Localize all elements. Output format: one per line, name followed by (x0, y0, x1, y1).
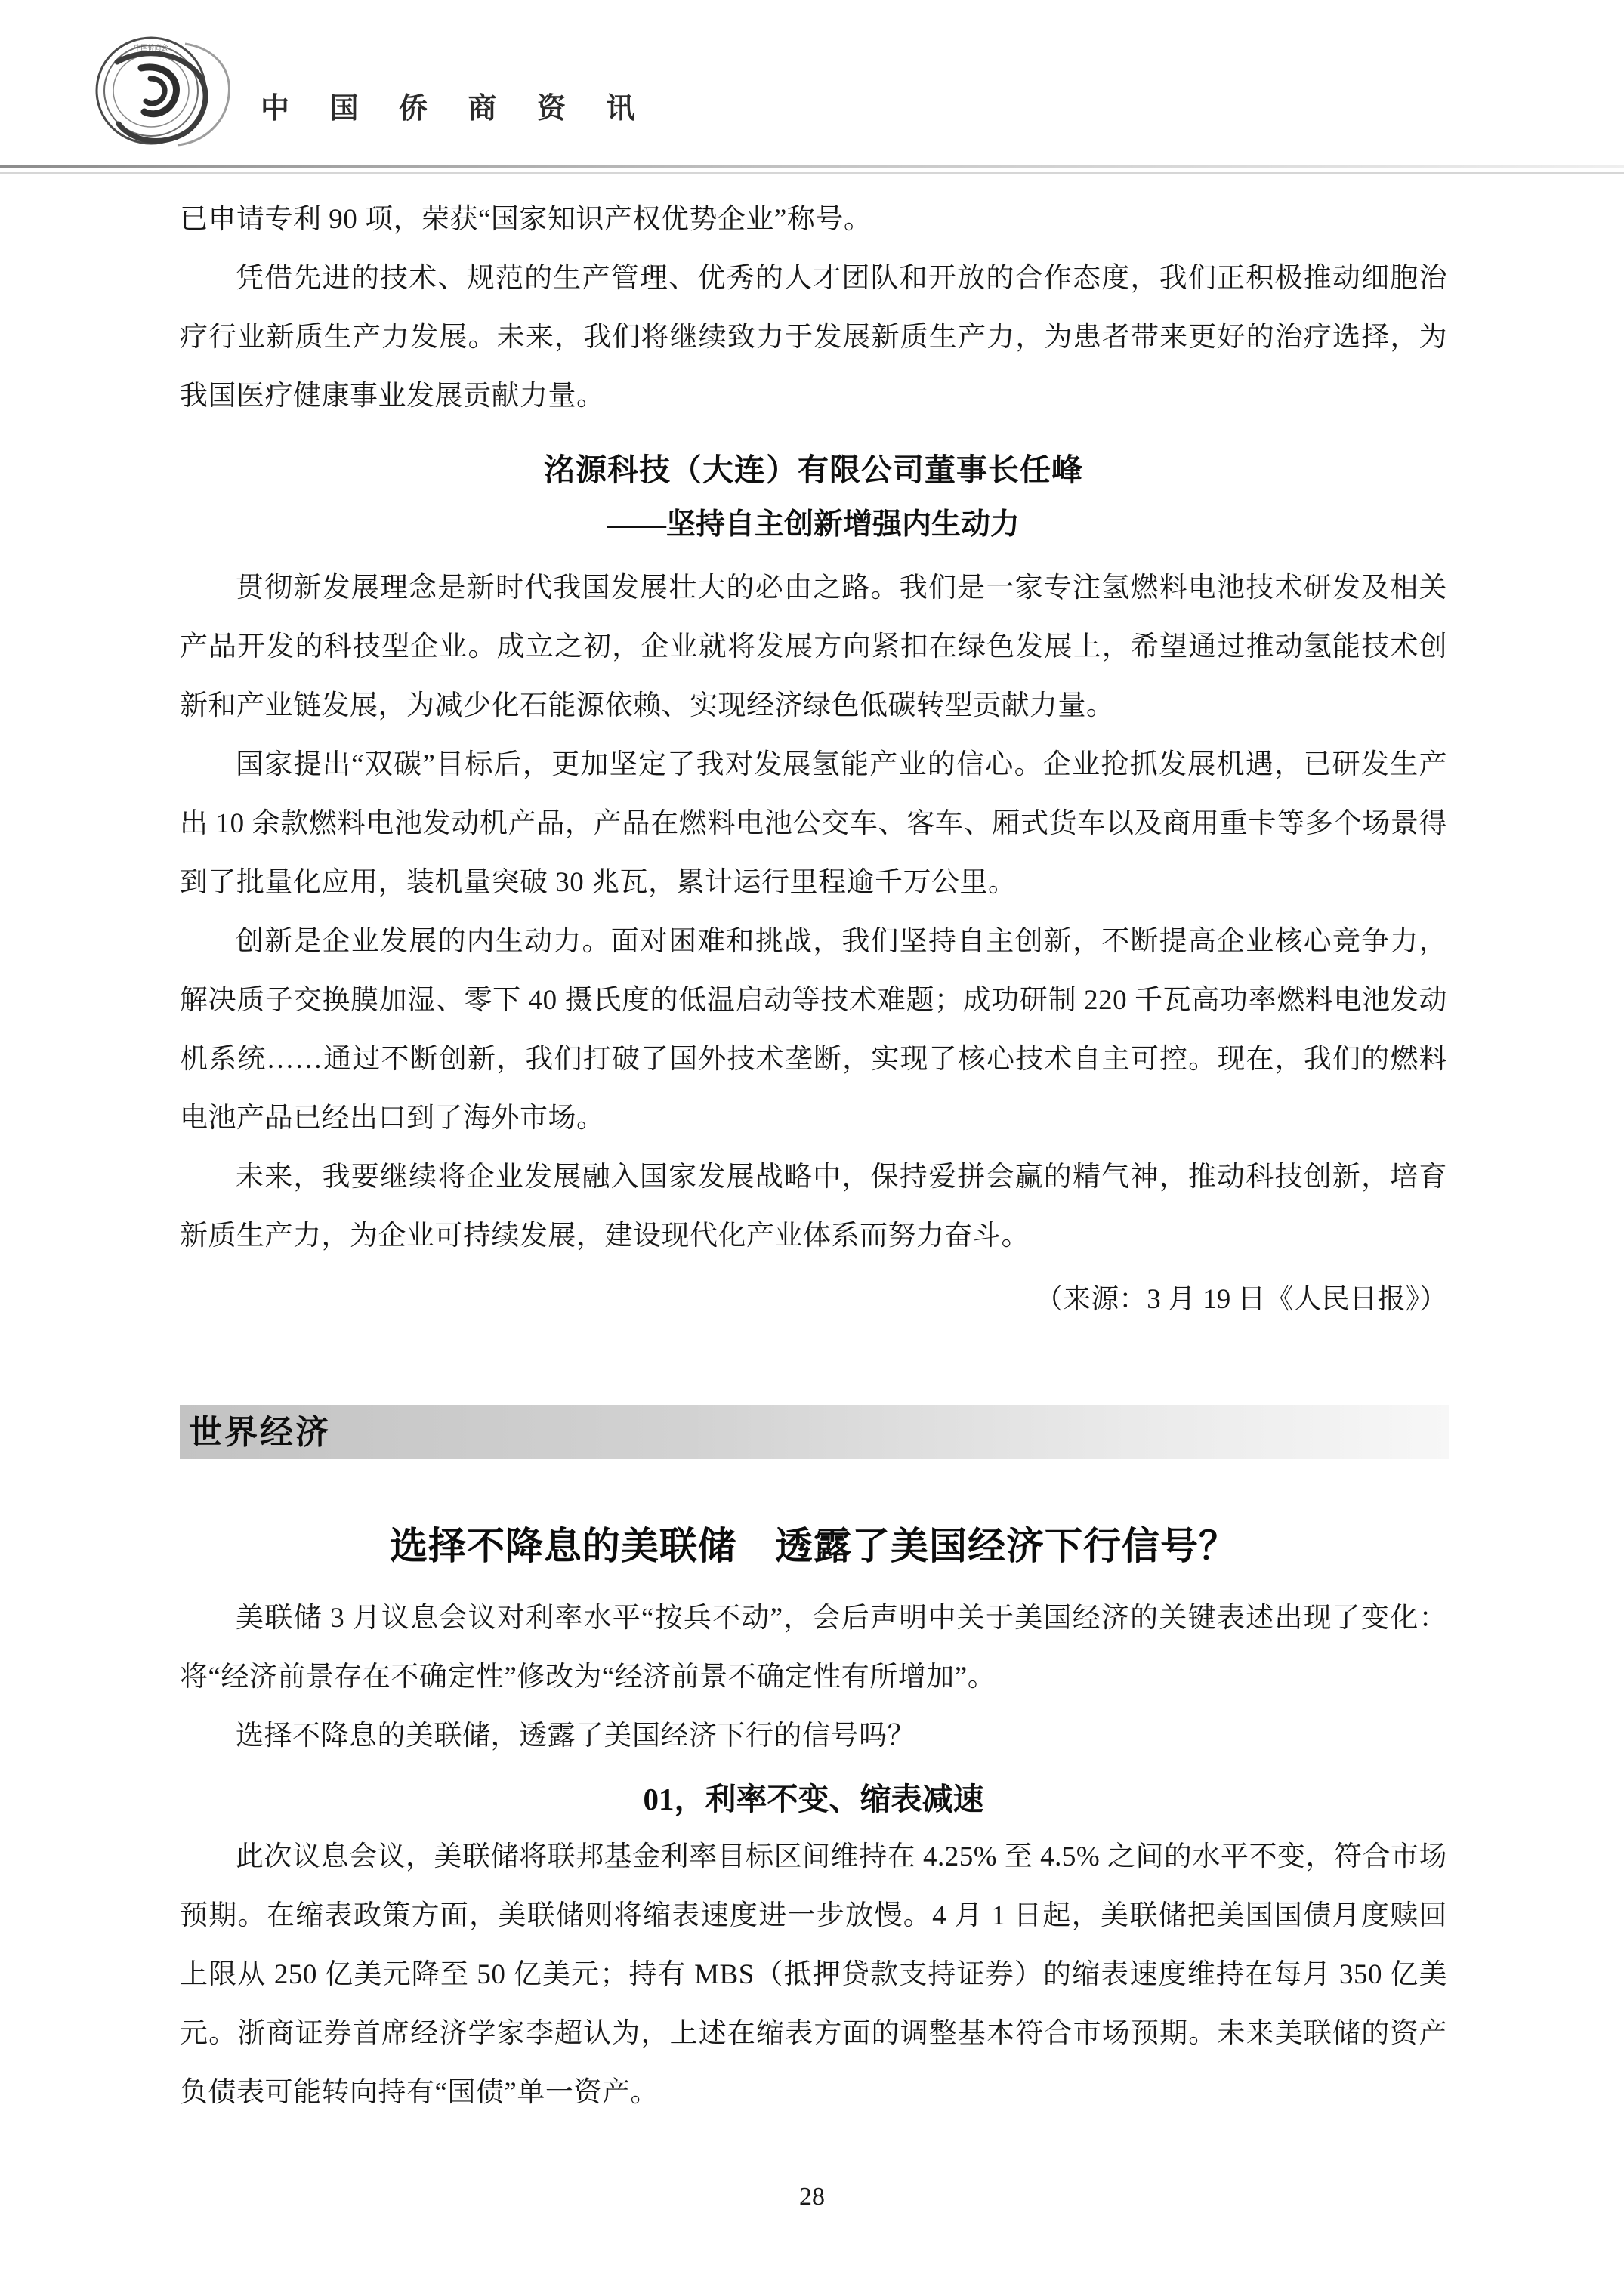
article-title: 选择不降息的美联储 透露了美国经济下行信号？ (390, 1525, 1237, 1567)
paragraph: 选择不降息的美联储，透露了美国经济下行的信号吗？ (236, 1721, 915, 1751)
feature-subtitle-secondary: ——坚持自主创新增强内生动力 (607, 508, 1020, 541)
page-content (180, 190, 1447, 2122)
section-banner-bar (180, 1405, 1449, 1459)
page-number: 28 (799, 2183, 825, 2211)
paragraph: 国家提出“双碳”目标后，更加坚定了我对发展氢能产业的信心。企业抢抓发展机遇，已研发生产出 10 余款燃料电池发动机产品，产品在燃料电池公交车、客车、厢式货车以及商用重卡等多个场景得到了批量化应用，装机量突破 30 兆瓦，累计运行里程逾千万公里。 (180, 749, 1447, 898)
source-line: （来源：3 月 19 日《人民日报》） (1035, 1284, 1447, 1315)
page-header (0, 0, 1624, 177)
header-divider (0, 165, 1624, 168)
paragraph: 未来，我要继续将企业发展融入国家发展战略中，保持爱拼会赢的精气神，推动科技创新，培育新质生产力，为企业可持续发展，建设现代化产业体系而努力奋斗。 (180, 1162, 1447, 1251)
paragraph: 创新是企业发展的内生动力。面对困难和挑战，我们坚持自主创新，不断提高企业核心竞争力，解决质子交换膜加湿、零下 40 摄氏度的低温启动等技术难题；成功研制 220 千瓦高功率燃料电池发动机系统……通过不断创新，我们打破了国外技术垄断，实现了核心技术自主可控。现在，我们的燃料电池产品已经出口到了海外市场。 (180, 926, 1447, 1134)
circular-emblem-logo (72, 32, 245, 156)
header-divider-thin (0, 172, 1624, 174)
paragraph: 美联储 3 月议息会议对利率水平“按兵不动”，会后声明中关于美国经济的关键表述出现了变化：将“经济前景存在不确定性”修改为“经济前景不确定性有所增加”。 (180, 1603, 1447, 1693)
feature-subtitle: 洺源科技（大连）有限公司董事长任峰 (544, 452, 1083, 487)
section-banner (180, 1405, 1449, 1459)
paragraph: 贯彻新发展理念是新时代我国发展壮大的必由之路。我们是一家专注氢燃料电池技术研发及相关产品开发的科技型企业。成立之初，企业就将发展方向紧扣在绿色发展上，希望通过推动氢能技术创新和产业链发展，为减少化石能源依赖、实现经济绿色低碳转型贡献力量。 (180, 572, 1447, 721)
section-banner-label: 世界经济 (189, 1414, 331, 1451)
article-section-heading: 01，利率不变、缩表减速 (643, 1782, 984, 1816)
paragraph: 已申请专利 90 项，荣获“国家知识产权优势企业”称号。 (180, 204, 872, 235)
paragraph: 凭借先进的技术、规范的生产管理、优秀的人才团队和开放的合作态度，我们正积极推动细胞治疗行业新质生产力发展。未来，我们将继续致力于发展新质生产力，为患者带来更好的治疗选择，为我国医疗健康事业发展贡献力量。 (180, 263, 1447, 412)
svg-text:中国侨商会: 中国侨商会 (134, 44, 168, 51)
publication-title: 中 国 侨 商 资 讯 (261, 93, 652, 125)
paragraph: 此次议息会议，美联储将联邦基金利率目标区间维持在 4.25% 至 4.5% 之间的水平不变，符合市场预期。在缩表政策方面，美联储则将缩表速度进一步放慢。4 月 1 日起，美联储把美国国债月度赎回上限从 250 亿美元降至 50 亿美元；持有 MBS（抵押贷款支持证券）的缩表速度维持在每月 350 亿美元。浙商证券首席经济学家李超认为，上述在缩表方面的调整基本符合市场预期。未来美联储的资产负债表可能转向持有“国债”单一资产。 (180, 1841, 1447, 2108)
